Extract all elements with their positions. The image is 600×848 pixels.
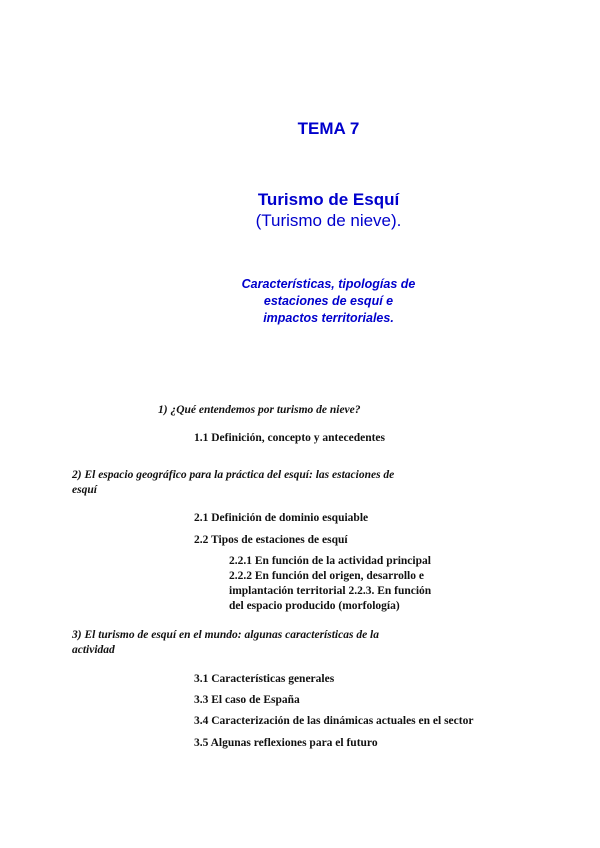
outline-subitem-2-2-1: 2.2.1 En función de la actividad principal [229, 555, 431, 567]
outline-item-3-3: 3.3 El caso de España [194, 694, 300, 706]
outline-item-3-5: 3.5 Algunas reflexiones para el futuro [194, 737, 378, 749]
document-title [0, 189, 600, 231]
subtitle-line: estaciones de esquí e [263, 294, 394, 308]
outline-item-2-2: 2.2 Tipos de estaciones de esquí [194, 534, 348, 546]
subtitle-line: Características, tipologías de [241, 277, 416, 291]
section-2-heading-line1: 2) El espacio geográfico para la práctica del esquí: las estaciones de [72, 469, 395, 481]
topic-number: TEMA 7 [297, 119, 360, 138]
section-3-heading-line1: 3) El turismo de esquí en el mundo: algunas características de la [72, 629, 380, 641]
subtitle-line: impactos territoriales. [263, 311, 394, 325]
outline-subitem-2-2-2: 2.2.2 En función del origen, desarrollo e [229, 570, 424, 582]
outline-subitem-2-2-3: implantación territorial 2.2.3. En función [229, 585, 432, 597]
outline-item-3-1: 3.1 Características generales [194, 673, 335, 685]
outline-item-2-1: 2.1 Definición de dominio esquiable [194, 512, 369, 524]
outline-item-1-1: 1.1 Definición, concepto y antecedentes [194, 432, 385, 444]
document-subtitle [0, 276, 600, 327]
section-3-heading-line2: actividad [72, 644, 115, 656]
section-2-heading-line2: esquí [72, 484, 97, 496]
section-1-heading: 1) ¿Qué entendemos por turismo de nieve? [158, 404, 361, 416]
outline-item-3-4: 3.4 Caracterización de las dinámicas actuales en el sector [194, 715, 474, 727]
title-main: Turismo de Esquí [257, 190, 400, 209]
outline-subitem-2-2-4: del espacio producido (morfología) [229, 600, 400, 612]
title-sub: (Turismo de nieve). [255, 211, 402, 230]
